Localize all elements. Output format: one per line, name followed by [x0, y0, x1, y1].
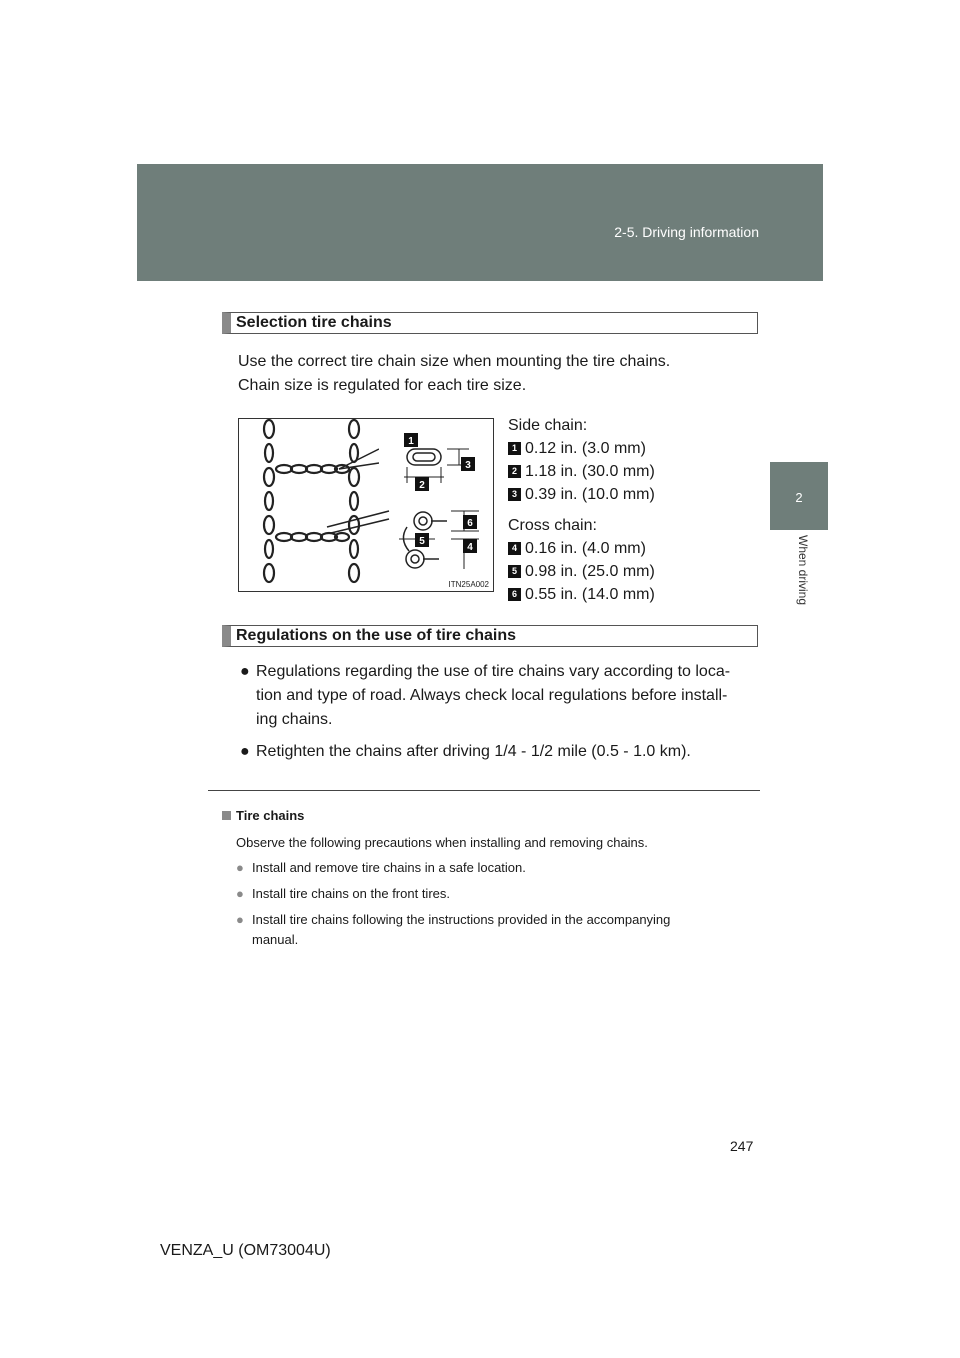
- fig-marker-3: 3: [465, 460, 471, 471]
- spec-number-2: 2: [508, 465, 521, 478]
- spec-value: 0.39 in. (10.0 mm): [525, 486, 655, 503]
- chapter-label: When driving: [796, 535, 810, 606]
- chain-illustration: [239, 419, 493, 591]
- note-intro: Observe the following precautions when installing and removing chains.: [236, 835, 648, 850]
- bullet-dot-icon: ●: [236, 912, 244, 927]
- note-title-text: Tire chains: [236, 808, 305, 823]
- bullet-line: Retighten the chains after driving 1/4 - 1/2 mile (0.5 - 1.0 km).: [256, 743, 691, 760]
- spec-number-4: 4: [508, 542, 521, 555]
- spec-number-6: 6: [508, 588, 521, 601]
- spec-value: 1.18 in. (30.0 mm): [525, 463, 655, 480]
- header-title: 2-5. Driving information: [614, 224, 759, 240]
- spec-number-1: 1: [508, 442, 521, 455]
- spec-row: [508, 483, 655, 506]
- note-item: [236, 910, 756, 950]
- spec-value: 0.55 in. (14.0 mm): [525, 586, 655, 603]
- fig-marker-2: 2: [419, 480, 425, 491]
- section-heading-regulations: Regulations on the use of tire chains: [222, 625, 758, 647]
- bullet-item: [240, 660, 760, 732]
- note-item-text: Install tire chains following the instructions provided in the accompanying: [252, 912, 671, 927]
- header-band: [137, 164, 823, 281]
- chapter-tab: [770, 462, 828, 530]
- tire-chain-diagram: [238, 418, 494, 592]
- spec-value: 0.16 in. (4.0 mm): [525, 540, 646, 557]
- intro-line-1: Use the correct tire chain size when mounting the tire chains.: [238, 353, 671, 370]
- fig-marker-4: 4: [467, 542, 473, 553]
- note-item-text: Install and remove tire chains in a safe location.: [252, 860, 526, 875]
- spec-value: 0.12 in. (3.0 mm): [525, 440, 646, 457]
- note-item: [236, 858, 756, 878]
- bullet-dot-icon: ●: [240, 743, 250, 760]
- bullet-line: ing chains.: [256, 711, 333, 728]
- intro-line-2: Chain size is regulated for each tire size.: [238, 377, 527, 394]
- spec-value: 0.98 in. (25.0 mm): [525, 563, 655, 580]
- bullet-item: [240, 740, 760, 764]
- side-chain-specs: [508, 414, 655, 506]
- page-number: 247: [730, 1138, 754, 1154]
- bullet-line: tion and type of road. Always check local regulations before install-: [256, 687, 728, 704]
- fig-marker-5: 5: [419, 536, 425, 547]
- cross-chain-specs: [508, 514, 655, 606]
- bullet-dot-icon: ●: [236, 886, 244, 901]
- spec-row: [508, 460, 655, 483]
- chapter-number: 2: [795, 490, 803, 505]
- note-item-text: Install tire chains on the front tires.: [252, 886, 450, 901]
- bullet-dot-icon: ●: [236, 860, 244, 875]
- spec-number-5: 5: [508, 565, 521, 578]
- fig-marker-1: 1: [408, 436, 414, 447]
- note-item-text: manual.: [252, 932, 299, 947]
- spec-row: [508, 537, 655, 560]
- note-item: [236, 884, 756, 904]
- footer-code: VENZA_U (OM73004U): [160, 1242, 331, 1259]
- spec-row: [508, 560, 655, 583]
- spec-row: [508, 583, 655, 606]
- divider: [208, 790, 760, 791]
- figure-code: ITN25A002: [448, 580, 489, 589]
- square-bullet-icon: [222, 811, 231, 820]
- bullet-dot-icon: ●: [240, 663, 250, 680]
- bullet-line: Regulations regarding the use of tire chains vary according to loca-: [256, 663, 731, 680]
- spec-row: [508, 437, 655, 460]
- side-chain-label: Side chain:: [508, 417, 588, 434]
- spec-number-3: 3: [508, 488, 521, 501]
- cross-chain-label: Cross chain:: [508, 517, 597, 534]
- section-heading-selection: Selection tire chains: [222, 312, 758, 334]
- note-title: [222, 808, 304, 823]
- fig-marker-6: 6: [467, 518, 473, 529]
